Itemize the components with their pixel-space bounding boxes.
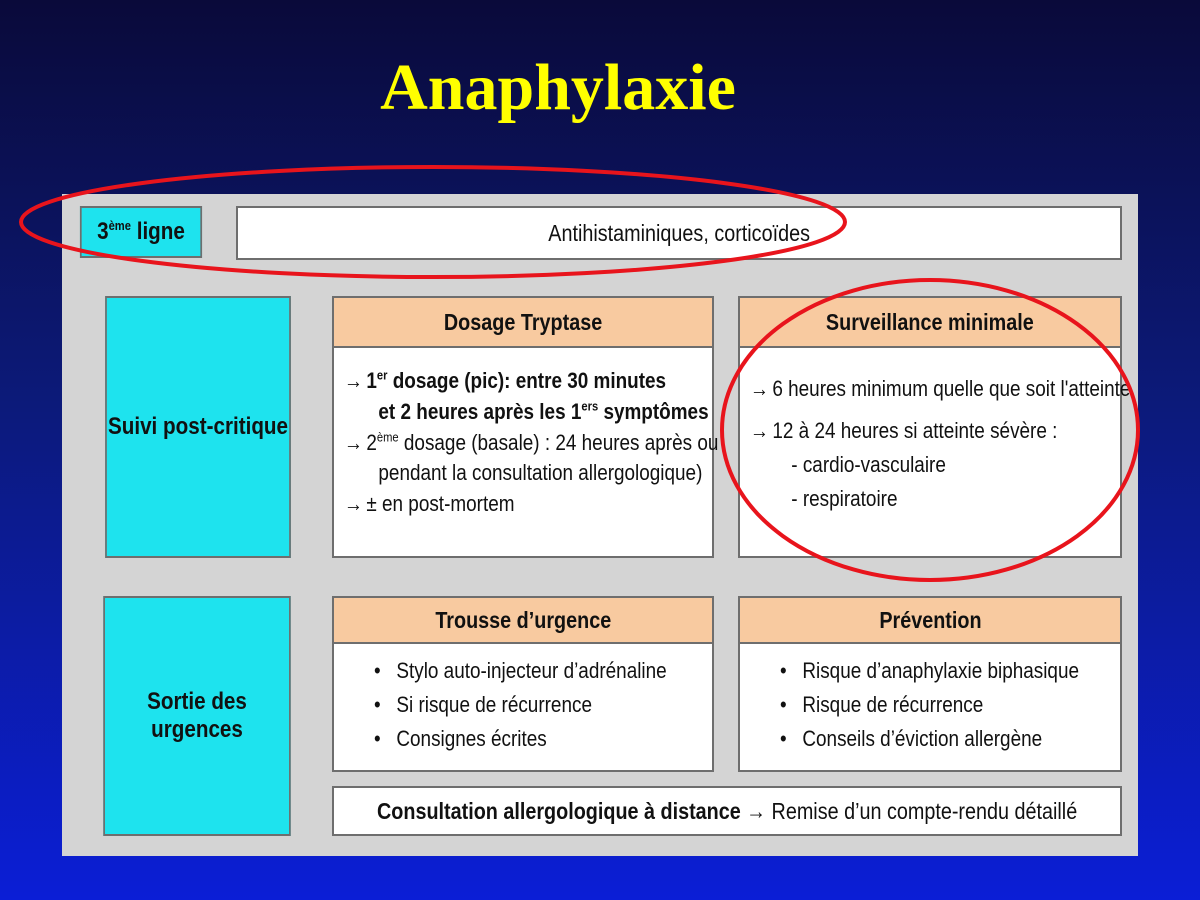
third-line-num: 3 — [97, 218, 109, 245]
surveillance-line-4: - respiratoire — [791, 486, 898, 512]
tryptase-l1-b: dosage (pic): entre 30 minutes — [387, 368, 667, 393]
arrow-icon: → — [746, 797, 766, 824]
suivi-label-text: Suivi post-critique — [107, 413, 289, 440]
tryptase-l1-sup: er — [376, 367, 388, 383]
arrow-icon: → — [344, 429, 363, 455]
prevention-item: • Risque de récurrence — [780, 688, 1072, 722]
arrow-icon: → — [750, 376, 769, 401]
tryptase-l5-text: ± en post-mortem — [366, 491, 515, 517]
surveillance-line-3: - cardio-vasculaire — [791, 452, 946, 478]
surveillance-l2-text: 12 à 24 heures si atteinte sévère : — [772, 418, 1058, 444]
tryptase-l1-a: 1 — [366, 368, 377, 393]
surveillance-header-text: Surveillance minimale — [826, 308, 1034, 335]
trousse-header-text: Trousse d’urgence — [435, 606, 611, 633]
prevention-item: • Risque d’anaphylaxie biphasique — [780, 654, 1072, 688]
tryptase-l2-b: symptômes — [598, 398, 709, 424]
tryptase-l3-sup: ème — [376, 429, 399, 445]
annotation-circle-third-line — [21, 167, 845, 277]
trousse-item: • Si risque de récurrence — [374, 688, 665, 722]
annotation-circle-surveillance — [722, 280, 1138, 580]
tryptase-l2-sup: ers — [581, 398, 599, 414]
tryptase-l3-b: dosage (basale) : 24 heures après ou — [398, 429, 719, 455]
consultation-rest: Remise d’un compte-rendu détaillé — [771, 797, 1078, 824]
consultation-bold: Consultation allergologique à distance — [376, 797, 741, 824]
tryptase-line-4: pendant la consultation allergologique) — [378, 460, 703, 486]
arrow-icon: → — [344, 491, 363, 517]
prevention-header-text: Prévention — [878, 606, 982, 633]
arrow-icon: → — [750, 418, 769, 444]
tryptase-l2-a: et 2 heures après les 1 — [378, 398, 582, 424]
tryptase-l3-a: 2 — [366, 429, 377, 455]
third-line-sup: ème — [108, 218, 131, 233]
third-line-treatment-text: Antihistaminiques, corticoïdes — [548, 219, 810, 246]
sortie-label-text: Sortie des urgences — [147, 688, 247, 743]
slide-title: Anaphylaxie — [380, 51, 736, 124]
trousse-item: • Stylo auto-injecteur d’adrénaline — [374, 654, 665, 688]
arrow-icon: → — [344, 368, 363, 393]
third-line-word: ligne — [136, 218, 185, 245]
tryptase-header-text: Dosage Tryptase — [443, 308, 603, 335]
prevention-item: • Conseils d’éviction allergène — [780, 722, 1072, 756]
surveillance-l1-text: 6 heures minimum quelle que soit l'atteinte — [772, 376, 1131, 401]
trousse-item: • Consignes écrites — [374, 722, 665, 756]
